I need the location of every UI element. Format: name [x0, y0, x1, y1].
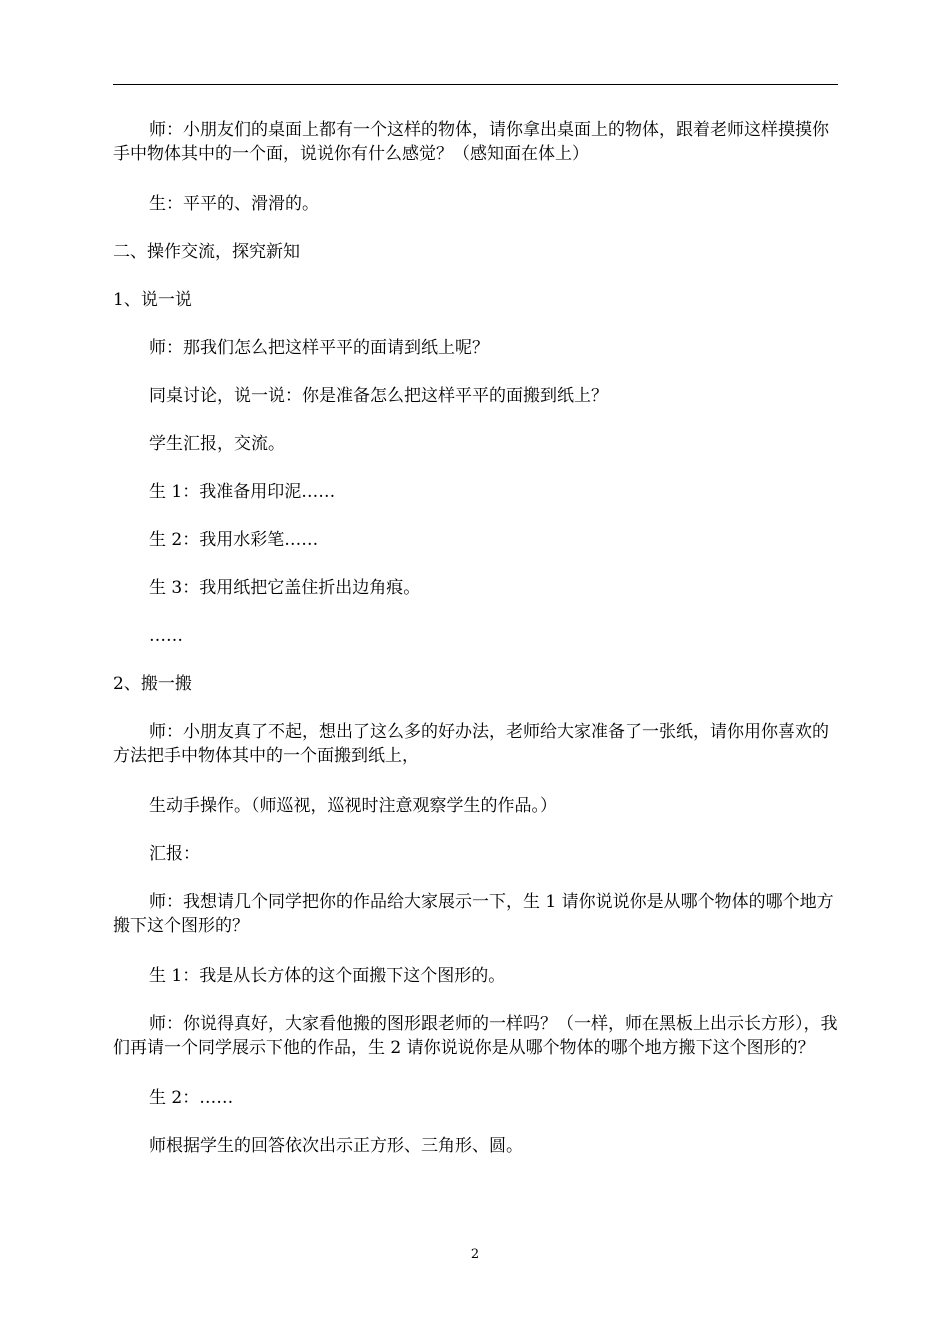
paragraph: …… [149, 626, 183, 646]
header-rule [113, 84, 838, 85]
paragraph: 生 2：我用水彩笔…… [149, 530, 319, 550]
subsection-heading: 2、搬一搬 [113, 674, 192, 694]
section-heading: 二、操作交流，探究新知 [113, 242, 300, 262]
paragraph: 师根据学生的回答依次出示正方形、三角形、圆。 [149, 1136, 523, 1156]
paragraph: 师：我想请几个同学把你的作品给大家展示一下，生 1 请你说说你是从哪个物体的哪个地方搬下这个图形的？ [113, 892, 834, 936]
document-body [113, 118, 838, 1182]
page-number: 2 [470, 1247, 480, 1262]
paragraph: 生：平平的、滑滑的。 [149, 194, 319, 214]
paragraph: 师：小朋友们的桌面上都有一个这样的物体，请你拿出桌面上的物体，跟着老师这样摸摸你手中物体其中的一个面，说说你有什么感觉？（感知面在体上） [113, 120, 829, 164]
paragraph: 生 2：…… [149, 1088, 234, 1108]
paragraph: 师：那我们怎么把这样平平的面请到纸上呢？ [149, 338, 489, 358]
paragraph: 生 1：我是从长方体的这个面搬下这个图形的。 [149, 966, 506, 986]
paragraph: 师：小朋友真了不起，想出了这么多的好办法，老师给大家准备了一张纸，请你用你喜欢的方法把手中物体其中的一个面搬到纸上， [113, 722, 829, 766]
paragraph: 师：你说得真好，大家看他搬的图形跟老师的一样吗？（一样，师在黑板上出示长方形），我们再请一个同学展示下他的作品，生 2 请你说说你是从哪个物体的哪个地方搬下这个图形的？ [113, 1014, 838, 1058]
subsection-heading: 1、说一说 [113, 290, 192, 310]
paragraph: 生 3：我用纸把它盖住折出边角痕。 [149, 578, 421, 598]
paragraph: 学生汇报，交流。 [149, 434, 285, 454]
paragraph: 同桌讨论，说一说：你是准备怎么把这样平平的面搬到纸上？ [149, 386, 608, 406]
paragraph: 生 1：我准备用印泥…… [149, 482, 336, 502]
paragraph: 生动手操作。（师巡视，巡视时注意观察学生的作品。） [149, 796, 557, 816]
paragraph: 汇报： [149, 844, 200, 864]
